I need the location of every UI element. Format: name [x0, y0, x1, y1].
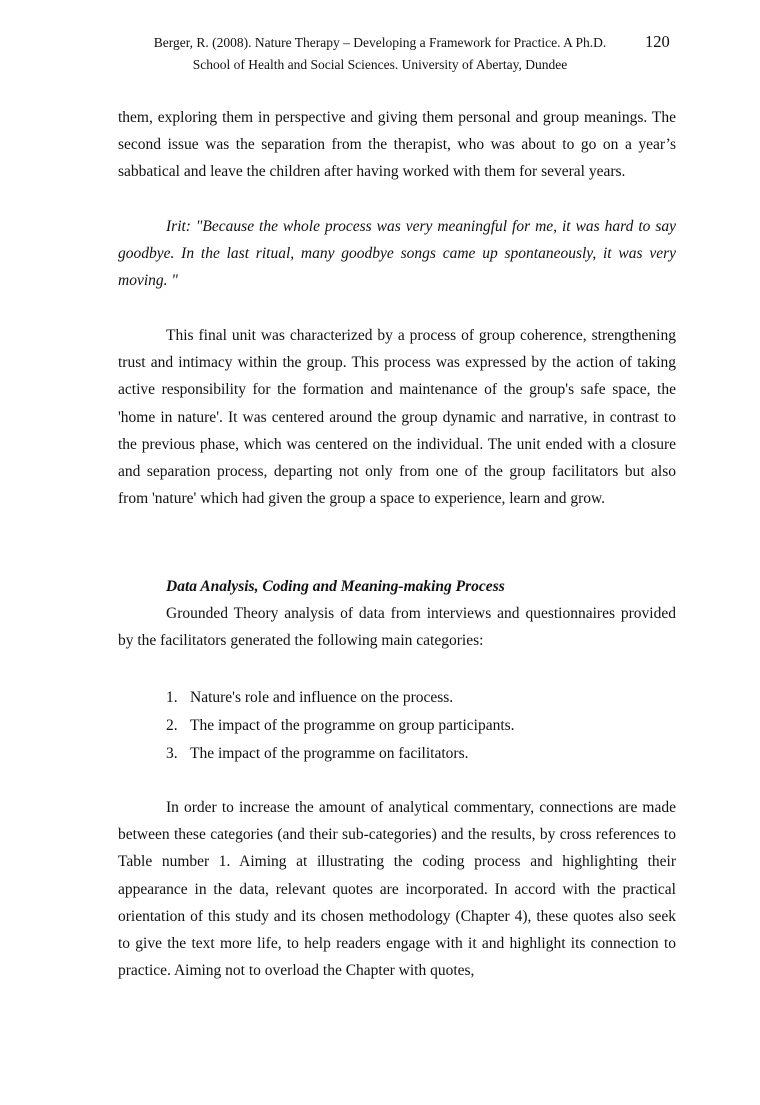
list-item-number: 3.	[166, 744, 178, 762]
list-item-number: 1.	[166, 689, 178, 706]
category-list	[166, 684, 515, 767]
paragraph-analytical-commentary: In order to increase the amount of analytical commentary, connections are made between these categories (and their sub-categories) and the results, by cross references to Table number 1. Aiming at illustrating the coding process and highlighting their appearance in the data, relevant quotes are incorporated. In accord with the practical orientation of this study and its chosen methodology (Chapter 4), these quotes also seek to give the text more life, to help readers engage with it and highlight its connection to practice. Aiming not to overload the Chapter with quotes,	[118, 799, 676, 980]
paragraph-final-unit: This final unit was characterized by a process of group coherence, strengthening trust and intimacy within the group. This process was expressed by the action of taking active responsibility for the formation and maintenance of the group's safe space, the 'home in nature'. It was centered around the group dynamic and narrative, in contrast to the previous phase, which was centered on the individual. The unit ended with a closure and separation process, departing not only from one of the group facilitators but also from 'nature' which had given the group a space to experience, learn and grow.	[118, 327, 676, 508]
header-citation: Berger, R. (2008). Nature Therapy – Developing a Framework for Practice. A Ph.D.	[153, 35, 607, 50]
list-item-text: Nature's role and influence on the process.	[190, 689, 454, 706]
list-item-text: The impact of the programme on facilitators.	[190, 744, 469, 762]
page-number: 120	[645, 32, 670, 51]
paragraph-continuation: them, exploring them in perspective and giving them personal and group meanings. The second issue was the separation from the therapist, who was about to go on a year’s sabbatical and leave the children after having worked with them for several years.	[118, 109, 676, 181]
paragraph-grounded-theory: Grounded Theory analysis of data from interviews and questionnaires provided by the facilitators generated the following main categories:	[118, 605, 676, 650]
list-item-number: 2.	[166, 716, 178, 734]
list-item	[166, 712, 515, 740]
list-item-text: The impact of the programme on group participants.	[190, 716, 515, 734]
list-item	[166, 684, 515, 712]
header-institution: School of Health and Social Sciences. University of Abertay, Dundee	[192, 57, 568, 72]
interview-quote: Irit: "Because the whole process was very meaningful for me, it was hard to say goodbye. In the last ritual, many goodbye songs came up spontaneously, it was very moving. "	[118, 218, 676, 290]
section-heading: Data Analysis, Coding and Meaning-making Process	[166, 578, 505, 595]
list-item	[166, 740, 515, 768]
